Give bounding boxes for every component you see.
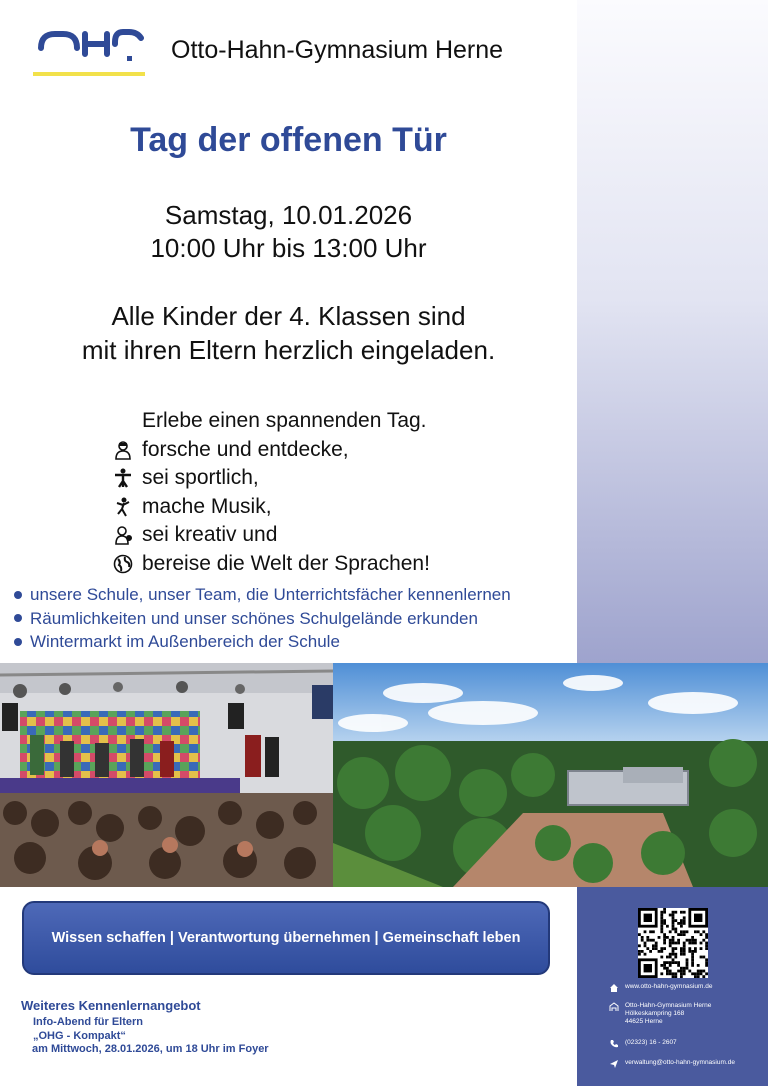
activities-lead: Erlebe einen spannenden Tag. [142,409,427,432]
invite-line-1: Alle Kinder der 4. Klassen sind [111,301,466,331]
list-item [113,464,430,493]
page-title: Tag der offenen Tür [130,121,447,159]
artist-icon [113,525,133,545]
list-item [14,583,511,607]
list-item [14,607,511,631]
sport-icon [113,468,133,488]
address-line-2: Hölkeskampring 168 [625,1010,685,1017]
highlight-text: unsere Schule, unser Team, die Unterrichtsfächer kennenlernen [30,585,511,604]
scientist-icon [113,440,133,460]
activity-label: forsche und entdecke, [142,437,349,461]
activity-label: sei sportlich, [142,466,259,489]
bullet-icon [14,638,22,646]
list-item [113,436,430,465]
address-row [609,1002,711,1026]
home-icon [609,983,619,993]
invite-line-2: mit ihren Eltern herzlich eingeladen. [81,335,496,365]
send-icon [609,1059,619,1069]
invitation-text [0,299,577,367]
dance-icon [113,497,133,517]
ohg-logo [33,26,145,78]
bullet-icon [14,591,22,599]
activity-label: bereise die Welt der Sprachen! [142,551,430,575]
more-offer-details [33,1016,269,1057]
more-line-3: am Mittwoch, 28.01.2026, um 18 Uhr im Foyer [32,1043,269,1055]
website-row[interactable] [609,983,712,993]
email-link[interactable]: verwaltung@otto-hahn-gymnasium.de [625,1059,735,1066]
list-item [113,493,430,522]
event-date [0,199,577,265]
more-line-2: „OHG - Kompakt“ [33,1029,126,1042]
concert-photo [0,663,333,887]
school-icon [609,1002,619,1012]
list-item [14,630,511,654]
sidebar-gradient [577,0,768,663]
list-item [113,550,430,579]
activity-label: mache Musik, [142,494,272,518]
email-row[interactable] [609,1059,735,1069]
list-item [113,521,430,550]
website-link[interactable]: www.otto-hahn-gymnasium.de [625,983,713,990]
globe-icon [113,554,133,574]
address-line-3: 44625 Herne [625,1018,663,1025]
school-name: Otto-Hahn-Gymnasium Herne [171,36,504,64]
qr-code[interactable] [638,908,708,978]
time-line: 10:00 Uhr bis 13:00 Uhr [150,233,427,263]
activities-list [113,407,430,578]
slogan-banner: Wissen schaffen | Verantwortung übernehmen | Gemeinschaft leben [22,901,550,975]
activity-label: sei kreativ und [142,523,278,546]
highlight-text: Räumlichkeiten und unser schönes Schulgelände erkunden [30,608,478,628]
bullet-icon [14,614,22,622]
address-line-1: Otto-Hahn-Gymnasium Herne [625,1002,712,1009]
more-offer-title: Weiteres Kennenlernangebot [21,998,201,1013]
phone-row[interactable] [609,1039,677,1049]
date-line: Samstag, 10.01.2026 [164,200,413,230]
campus-aerial-photo [333,663,768,887]
highlight-text: Wintermarkt im Außenbereich der Schule [30,632,340,651]
phone-icon [609,1039,619,1049]
phone-number[interactable]: (02323) 16 - 2607 [625,1039,677,1046]
highlights-list [14,583,511,654]
more-line-1: Info-Abend für Eltern [33,1016,143,1028]
